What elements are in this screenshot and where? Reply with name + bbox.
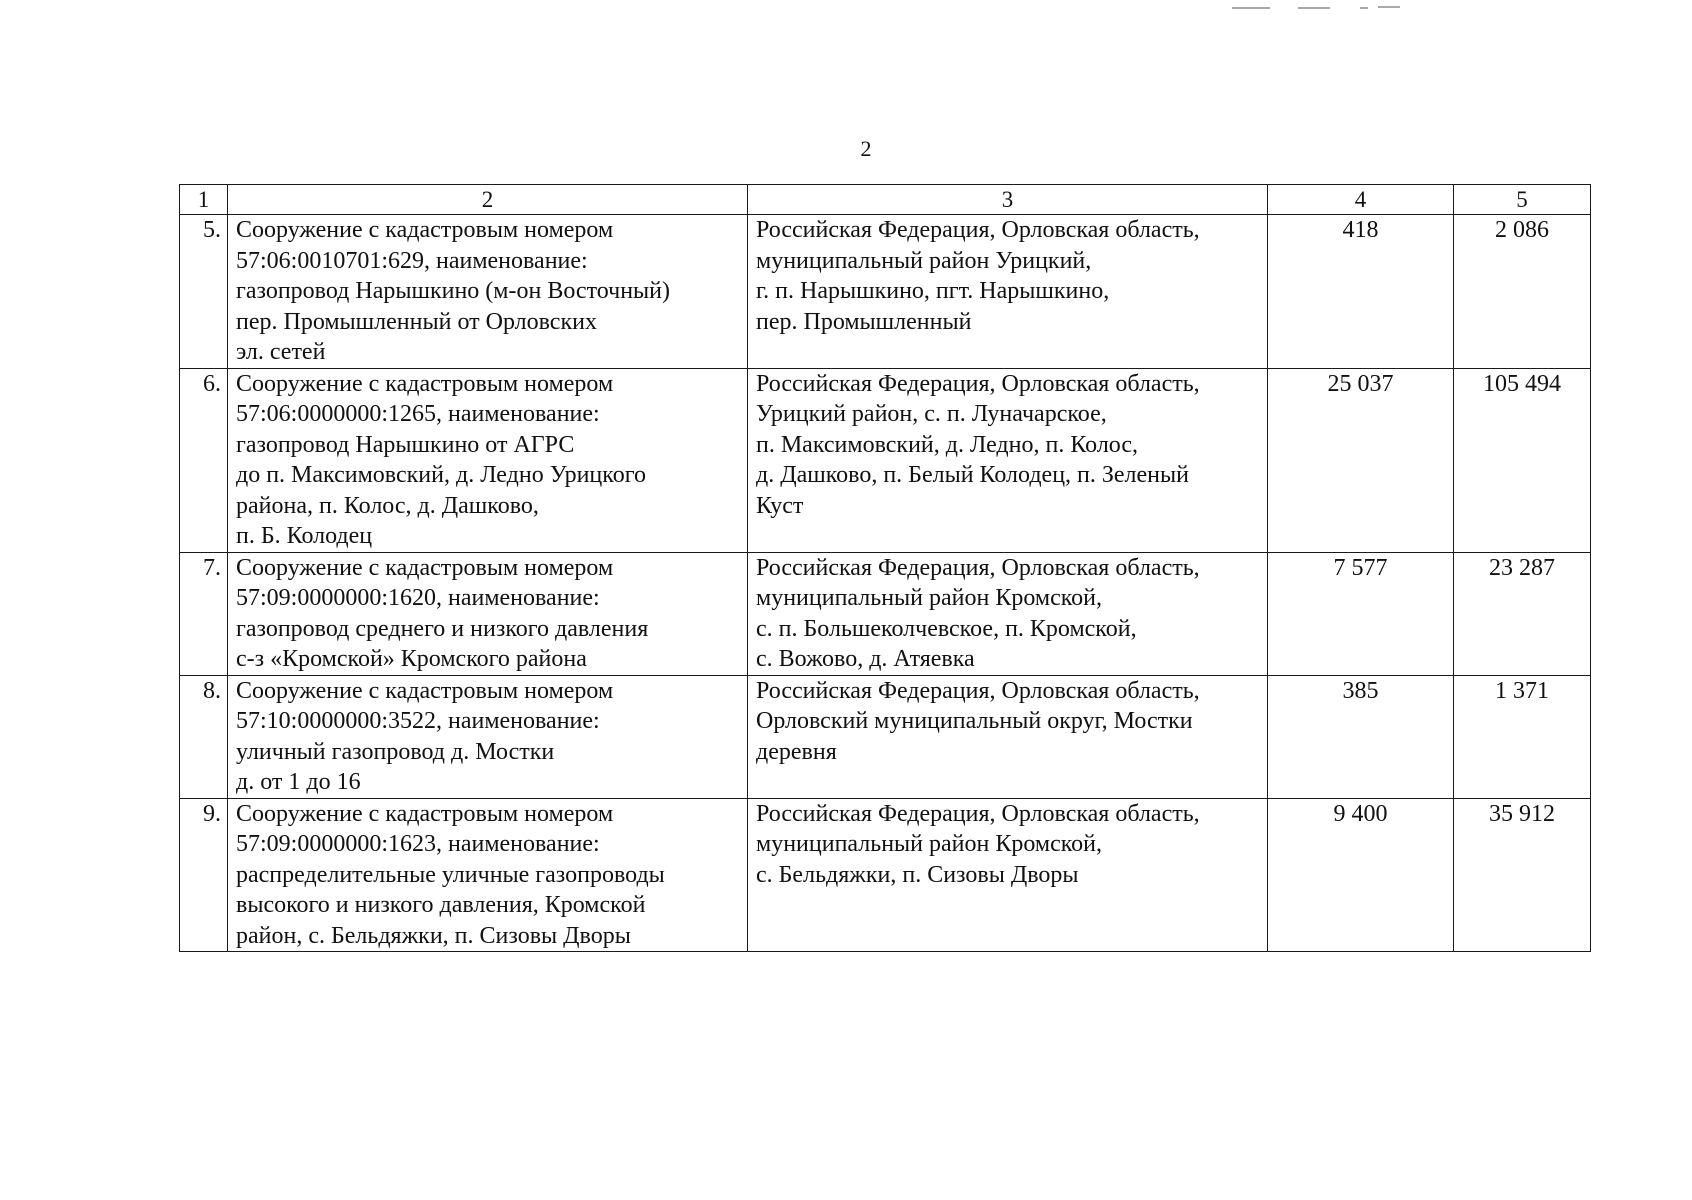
description-line: с-з «Кромской» Кромского района [236,646,587,672]
object-description [228,215,748,369]
description-line: 57:10:0000000:3522, наименование: [236,708,600,734]
column-5-value: 35 912 [1454,798,1591,952]
address-line: Российская Федерация, Орловская область, [756,217,1200,243]
property-table [179,184,1591,952]
address-line: Российская Федерация, Орловская область, [756,677,1200,704]
address-line: Российская Федерация, Орловская область, [756,800,1200,827]
address-line: Российская Федерация, Орловская область, [756,554,1200,581]
description-line: Сооружение с кадастровым номером [236,554,614,581]
description-line: 57:06:0000000:1265, наименование: [236,401,600,427]
table-row [180,368,1591,552]
table-row [180,675,1591,798]
column-5-value: 1 371 [1454,675,1591,798]
address-line: с. п. Большеколчевское, п. Кромской, [756,615,1137,642]
object-description [228,368,748,552]
description-line: газопровод среднего и низкого давления [236,615,649,642]
address-line: Куст [756,492,804,519]
description-line: высокого и низкого давления, Кромской [236,892,646,918]
object-address [748,215,1268,369]
description-line: эл. сетей [236,339,326,365]
header-cell-3: 3 [748,185,1268,215]
header-cell-4: 4 [1268,185,1454,215]
description-line: района, п. Колос, д. Дашково, [236,492,539,519]
table-row [180,798,1591,952]
row-number: 7. [180,552,228,675]
address-line: д. Дашково, п. Белый Колодец, п. Зеленый [756,462,1189,488]
description-line: район, с. Бельдяжки, п. Сизовы Дворы [236,922,631,949]
description-line: Сооружение с кадастровым номером [236,370,614,397]
column-4-value: 7 577 [1268,552,1454,675]
address-line: Урицкий район, с. п. Луначарское, [756,401,1107,427]
object-address [748,798,1268,952]
description-line: Сооружение с кадастровым номером [236,800,614,827]
column-5-value: 105 494 [1454,368,1591,552]
column-4-value: 9 400 [1268,798,1454,952]
table-row [180,552,1591,675]
column-4-value: 418 [1268,215,1454,369]
description-line: д. от 1 до 16 [236,769,361,795]
page-number: 2 [860,136,872,161]
address-line: с. Вожово, д. Атяевка [756,646,975,672]
description-line: газопровод Нарышкино от АГРС [236,431,575,458]
column-4-value: 25 037 [1268,368,1454,552]
header-row [180,185,1591,215]
description-line: уличный газопровод д. Мостки [236,738,555,765]
description-line: пер. Промышленный от Орловских [236,308,597,335]
description-line: распределительные уличные газопроводы [236,861,665,888]
description-line: газопровод Нарышкино (м-он Восточный) [236,278,671,304]
row-number: 6. [180,368,228,552]
table-row [180,215,1591,369]
description-line: 57:06:0010701:629, наименование: [236,247,588,274]
description-line: до п. Максимовский, д. Ледно Урицкого [236,462,646,488]
address-line: г. п. Нарышкино, пгт. Нарышкино, [756,278,1110,304]
object-address [748,675,1268,798]
address-line: муниципальный район Кромской, [756,585,1103,611]
object-description [228,798,748,952]
address-line: деревня [756,738,837,765]
address-line: Российская Федерация, Орловская область, [756,370,1200,397]
address-line: Орловский муниципальный округ, Мостки [756,708,1193,734]
table-body [180,215,1591,952]
header-cell-2: 2 [228,185,748,215]
column-5-value: 23 287 [1454,552,1591,675]
description-line: Сооружение с кадастровым номером [236,677,614,704]
row-number: 8. [180,675,228,798]
address-line: муниципальный район Урицкий, [756,247,1092,274]
object-address [748,368,1268,552]
object-address [748,552,1268,675]
header-cell-1: 1 [180,185,228,215]
address-line: пер. Промышленный [756,308,972,335]
column-5-value: 2 086 [1454,215,1591,369]
scan-artifact-marks [1220,4,1420,12]
address-line: муниципальный район Кромской, [756,831,1103,857]
description-line: п. Б. Колодец [236,523,373,549]
row-number: 9. [180,798,228,952]
object-description [228,675,748,798]
header-cell-5: 5 [1454,185,1591,215]
object-description [228,552,748,675]
description-line: 57:09:0000000:1620, наименование: [236,585,600,611]
column-4-value: 385 [1268,675,1454,798]
description-line: Сооружение с кадастровым номером [236,217,614,243]
address-line: п. Максимовский, д. Ледно, п. Колос, [756,431,1139,458]
table-header [180,185,1591,215]
row-number: 5. [180,215,228,369]
address-line: с. Бельдяжки, п. Сизовы Дворы [756,861,1079,888]
description-line: 57:09:0000000:1623, наименование: [236,831,600,857]
